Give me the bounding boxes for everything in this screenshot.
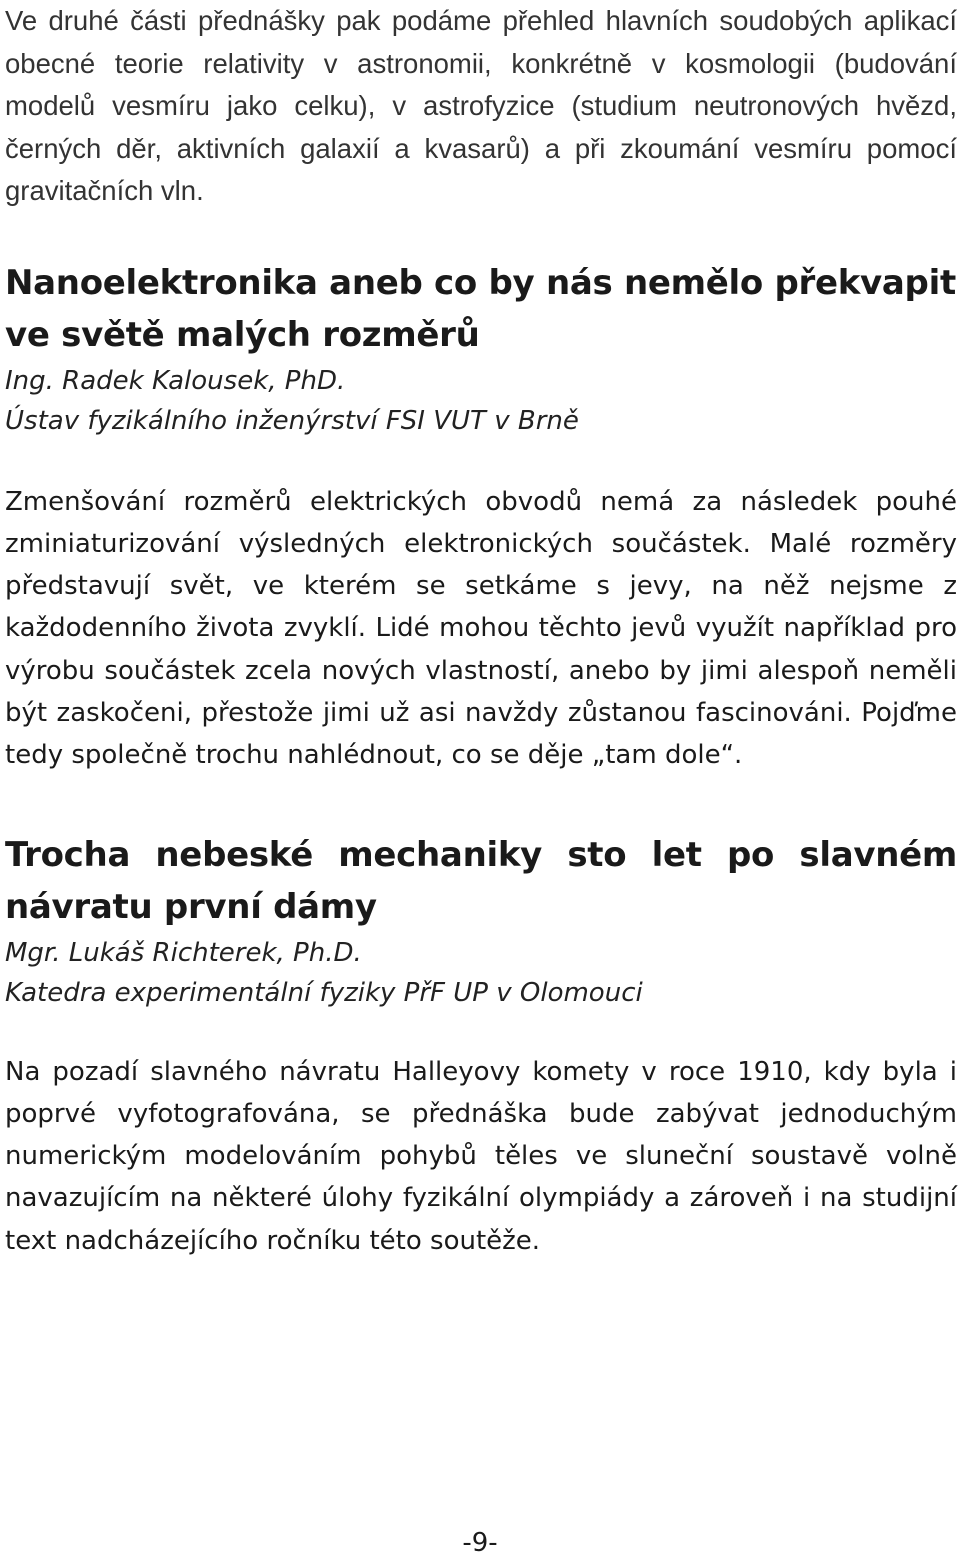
lecture-speaker: Mgr. Lukáš Richterek, Ph.D. [5,937,362,968]
intro-paragraph: Ve druhé části přednášky pak podáme přehled hlavních soudobých aplikací obecné teorie relativity v astronomii, konkrétně v kosmologii (budování modelů vesmíru jako celku), v astrofyzice (studium neutronových hvězd, černých děr, aktivních galaxií a kvasarů) a při zkoumání vesmíru pomocí gravitačních vln. [5,5,957,206]
document-page [5,0,957,1262]
lecture-institution: Katedra experimentální fyziky PřF UP v Olomouci [5,977,643,1008]
page-number: -9- [462,1528,498,1558]
lecture-abstract: Zmenšování rozměrů elektrických obvodů nemá za následek pouhé zminiaturizování výsledných elektronických součástek. Malé rozměry představují svět, ve kterém se setkáme s jevy, na něž nejsme z každodenního života zvyklí. Lidé mohou těchto jevů využít například pro výrobu součástek zcela nových vlastností, anebo by jimi alespoň neměli být zaskočeni, přestože jimi už asi navždy zůstanou fascinováni. Pojďme tedy společně trochu nahlédnout, co se děje „tam dole“. [5,486,957,771]
lecture-title: Trocha nebeské mechaniky sto let po slavném návratu první dámy [5,834,957,927]
lecture-title: Nanoelektronika aneb co by nás nemělo překvapit ve světě malých rozměrů [5,262,956,355]
lecture-abstract: Na pozadí slavného návratu Halleyovy komety v roce 1910, kdy byla i poprvé vyfotografována, se přednáška bude zabývat jednoduchým numerickým modelováním pohybů těles ve sluneční soustavě volně navazujícím na některé úlohy fyzikální olympiády a zároveň i na studijní text nadcházejícího ročníku této soutěže. [5,1056,957,1256]
lecture-institution: Ústav fyzikálního inženýrství FSI VUT v Brně [5,405,579,436]
lecture-speaker: Ing. Radek Kalousek, PhD. [5,365,346,396]
